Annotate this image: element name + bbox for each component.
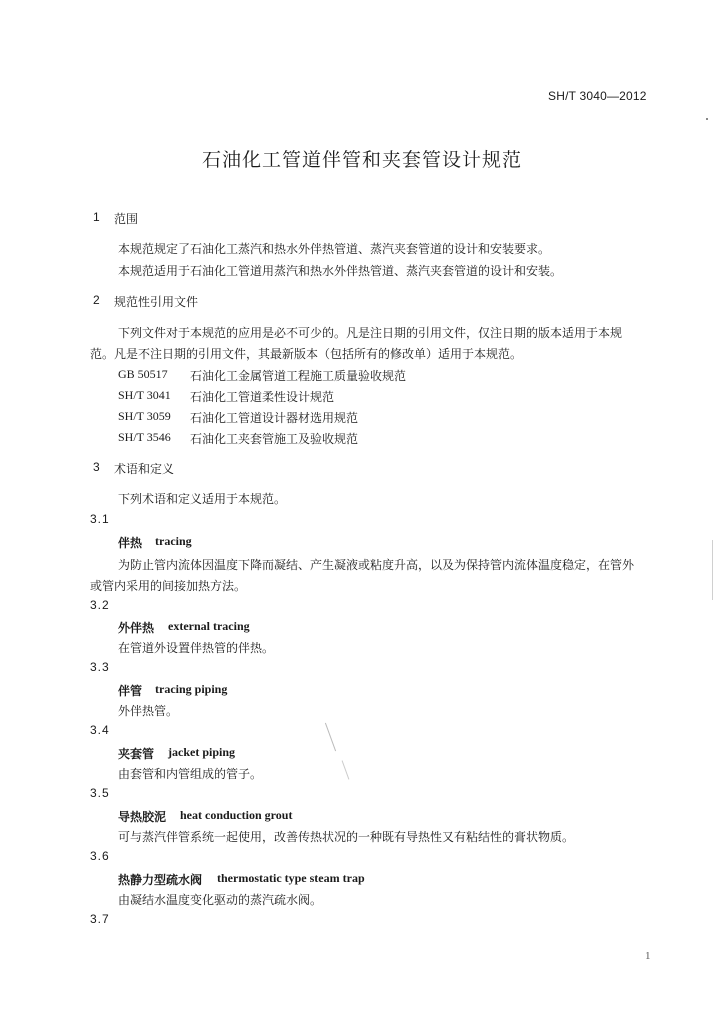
term-definition-line-1: 外伴热管。 (118, 704, 179, 718)
reference-title: 石油化工管道柔性设计规范 (190, 390, 335, 404)
section-3-intro: 下列术语和定义适用于本规范。 (118, 492, 287, 506)
term-definition-line-2: 或管内采用的间接加热方法。 (90, 579, 247, 593)
term-chinese: 热静力型疏水阀 (118, 873, 203, 887)
term-definition-line-1: 由套管和内管组成的管子。 (118, 767, 263, 781)
reference-title: 石油化工金属管道工程施工质量验收规范 (190, 369, 407, 383)
term-chinese: 导热胶泥 (118, 810, 167, 824)
reference-title: 石油化工夹套管施工及验收规范 (190, 432, 359, 446)
section-3-number: 3 (93, 460, 100, 474)
term-chinese: 外伴热 (118, 621, 155, 635)
reference-code: SH/T 3546 (118, 430, 171, 444)
section-1-paragraph-2: 本规范适用于石油化工管道用蒸汽和热水外伴热管道、蒸汽夹套管道的设计和安装。 (118, 264, 563, 278)
term-definition-line-1: 为防止管内流体因温度下降而凝结、产生凝液或粘度升高，以及为保持管内流体温度稳定，在管外 (118, 558, 635, 572)
term-number: 3.3 (90, 660, 110, 674)
reference-code: SH/T 3041 (118, 388, 171, 402)
section-2-paragraph-line-1: 下列文件对于本规范的应用是必不可少的。凡是注日期的引用文件，仅注日期的版本适用于本规 (118, 326, 623, 340)
term-definition-line-1: 可与蒸汽伴管系统一起使用，改善传热状况的一种既有导热性又有粘结性的膏状物质。 (118, 830, 575, 844)
reference-code: GB 50517 (118, 367, 168, 381)
term-english: jacket piping (168, 745, 236, 759)
reference-code: SH/T 3059 (118, 409, 171, 423)
term-english: external tracing (168, 619, 250, 633)
term-number: 3.6 (90, 849, 110, 863)
document-title: 石油化工管道伴管和夹套管设计规范 (201, 149, 522, 171)
term-chinese: 夹套管 (118, 747, 155, 761)
term-number: 3.7 (90, 912, 110, 926)
term-english: heat conduction grout (180, 808, 293, 822)
page-number: 1 (645, 950, 651, 962)
term-number: 3.1 (90, 512, 110, 526)
term-number: 3.2 (90, 598, 110, 612)
section-1-number: 1 (93, 210, 100, 224)
term-english: tracing (155, 534, 192, 548)
section-1-paragraph-1: 本规范规定了石油化工蒸汽和热水外伴热管道、蒸汽夹套管道的设计和安装要求。 (118, 242, 551, 256)
section-3-title: 术语和定义 (114, 462, 175, 476)
scan-streak (325, 723, 336, 752)
section-1-title: 范围 (114, 212, 139, 226)
standard-code: SH/T 3040—2012 (548, 89, 647, 103)
scan-speck (706, 118, 708, 120)
scan-streak (342, 760, 350, 779)
term-definition-line-1: 由凝结水温度变化驱动的蒸汽疏水阀。 (118, 893, 323, 907)
term-definition-line-1: 在管道外设置伴热管的伴热。 (118, 641, 275, 655)
section-2-number: 2 (93, 293, 100, 307)
term-number: 3.4 (90, 723, 110, 737)
section-2-title: 规范性引用文件 (114, 295, 199, 309)
term-english: tracing piping (155, 682, 228, 696)
reference-title: 石油化工管道设计器材选用规范 (190, 411, 359, 425)
term-chinese: 伴热 (118, 536, 143, 550)
section-2-paragraph-line-2: 范。凡是不注日期的引用文件，其最新版本（包括所有的修改单）适用于本规范。 (90, 347, 523, 361)
scan-edge-line (712, 540, 713, 600)
term-number: 3.5 (90, 786, 110, 800)
term-english: thermostatic type steam trap (217, 871, 365, 885)
term-chinese: 伴管 (118, 684, 143, 698)
